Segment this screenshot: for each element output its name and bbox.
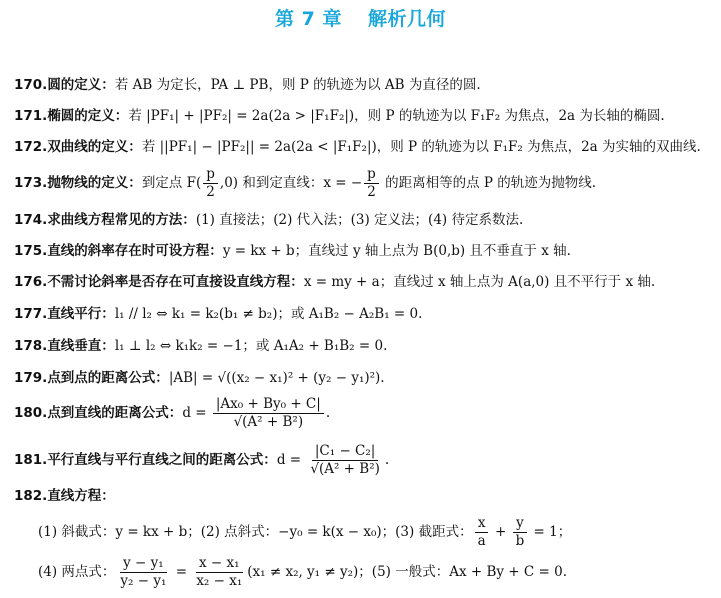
denominator: b	[515, 533, 525, 549]
fraction	[513, 515, 528, 550]
item-178	[14, 336, 715, 356]
item-177	[14, 304, 715, 324]
item-number: 173.	[14, 175, 48, 191]
item-text: = 1；	[529, 524, 572, 540]
chapter-number: 第 7 章	[275, 8, 342, 30]
numerator: p	[364, 166, 379, 184]
item-text: +	[490, 524, 511, 540]
numerator: x	[475, 515, 489, 533]
item-181	[14, 440, 715, 480]
numerator: y	[513, 515, 527, 533]
denominator: 2	[206, 184, 215, 200]
fraction	[364, 166, 379, 201]
item-number: 181.	[14, 452, 48, 468]
item-body: 若 ||PF₁| − |PF₂|| = 2a(2a < |F₁F₂|)，则 P 的轨迹为以 F₁F₂ 为焦点，2a 为实轴的双曲线.	[141, 139, 701, 155]
fraction	[475, 515, 489, 550]
numerator: x − x₁	[196, 555, 243, 573]
numerator: y − y₁	[120, 555, 167, 573]
item-text: d =	[276, 452, 306, 468]
item-body: 若 |PF₁| + |PF₂| = 2a(2a > |F₁F₂|)，则 P 的轨迹为以 F₁F₂ 为焦点，2a 为长轴的椭圆.	[128, 108, 665, 124]
item-182	[14, 486, 715, 506]
item-text: 到定点 F(	[141, 175, 202, 191]
item-174	[14, 210, 715, 230]
item-number: 180.	[14, 405, 48, 421]
item-heading: 直线方程：	[47, 488, 115, 504]
denominator: 2	[367, 184, 376, 200]
item-text: d =	[182, 405, 211, 421]
chapter-name: 解析几何	[367, 8, 446, 30]
item-171	[14, 106, 715, 126]
line-equation-forms-1	[38, 512, 715, 552]
item-heading: 圆的定义：	[47, 77, 115, 93]
item-text: (x₁ ≠ x₂, y₁ ≠ y₂)；(5) 一般式：Ax + By + C = 0.	[247, 564, 568, 580]
item-number: 175.	[14, 243, 48, 259]
item-170	[14, 75, 715, 95]
item-body: |AB| = √((x₂ − x₁)² + (y₂ − y₁)²).	[168, 370, 385, 386]
item-heading: 点到直线的距离公式：	[47, 405, 183, 421]
denominator: a	[477, 533, 486, 549]
item-heading: 不需讨论斜率是否存在可直接设直线方程：	[47, 274, 304, 290]
line-equation-forms-2	[38, 552, 715, 592]
item-number: 182.	[14, 488, 48, 504]
item-text: (4) 两点式：	[38, 564, 116, 580]
item-number: 174.	[14, 212, 48, 228]
denominator: √(A² + B²)	[233, 414, 304, 430]
item-number: 179.	[14, 370, 48, 386]
item-heading: 直线平行：	[47, 306, 115, 322]
item-body: l₁ ⊥ l₂ ⇔ k₁k₂ = −1；或 A₁A₂ + B₁B₂ = 0.	[114, 338, 388, 354]
fraction	[193, 555, 245, 590]
item-173	[14, 163, 715, 203]
numerator: p	[203, 166, 218, 184]
item-heading: 双曲线的定义：	[47, 139, 142, 155]
item-number: 171.	[14, 108, 48, 124]
item-number: 170.	[14, 77, 48, 93]
item-heading: 椭圆的定义：	[47, 108, 129, 124]
item-text: .	[384, 452, 390, 468]
item-number: 172.	[14, 139, 48, 155]
item-180	[14, 393, 715, 433]
item-text: (1) 斜截式：y = kx + b；(2) 点斜式：−y₀ = k(x − x₀)；(3) 截距式：	[38, 524, 473, 540]
item-body: (1) 直接法；(2) 代入法；(3) 定义法；(4) 待定系数法.	[195, 212, 524, 228]
denominator: √(A² + B²)	[310, 461, 380, 477]
item-heading: 平行直线与平行直线之间的距离公式：	[47, 452, 277, 468]
item-number: 178.	[14, 338, 48, 354]
item-heading: 点到点的距离公式：	[47, 370, 169, 386]
item-heading: 求曲线方程常见的方法：	[47, 212, 196, 228]
denominator: x₂ − x₁	[196, 573, 243, 589]
item-text: .	[325, 405, 331, 421]
fraction	[307, 443, 383, 478]
item-heading: 抛物线的定义：	[47, 175, 142, 191]
item-175	[14, 241, 715, 261]
item-body: x = my + a；直线过 x 轴上点为 A(a,0) 且不平行于 x 轴.	[303, 274, 656, 290]
item-heading: 直线垂直：	[47, 338, 115, 354]
item-text: =	[171, 564, 192, 580]
item-number: 176.	[14, 274, 48, 290]
numerator: |Ax₀ + By₀ + C|	[213, 396, 324, 414]
numerator: |C₁ − C₂|	[312, 443, 378, 461]
item-body: 若 AB 为定长，PA ⊥ PB，则 P 的轨迹为以 AB 为直径的圆.	[114, 77, 481, 93]
item-body: y = kx + b；直线过 y 轴上点为 B(0,b) 且不垂直于 x 轴.	[222, 243, 571, 259]
denominator: y₂ − y₁	[120, 573, 167, 589]
fraction	[117, 555, 169, 590]
fraction	[213, 396, 324, 431]
item-number: 177.	[14, 306, 48, 322]
item-text: ,0) 和到定直线：x = −	[219, 175, 363, 191]
item-176	[14, 272, 715, 292]
item-text: 的距离相等的点 P 的轨迹为抛物线.	[380, 175, 597, 191]
item-body: l₁ // l₂ ⇔ k₁ = k₂(b₁ ≠ b₂)；或 A₁B₂ − A₂B₁ = 0.	[114, 306, 423, 322]
chapter-title	[0, 4, 721, 31]
item-172	[14, 137, 715, 157]
item-179	[14, 368, 715, 388]
fraction	[203, 166, 218, 201]
item-heading: 直线的斜率存在时可设方程：	[47, 243, 223, 259]
